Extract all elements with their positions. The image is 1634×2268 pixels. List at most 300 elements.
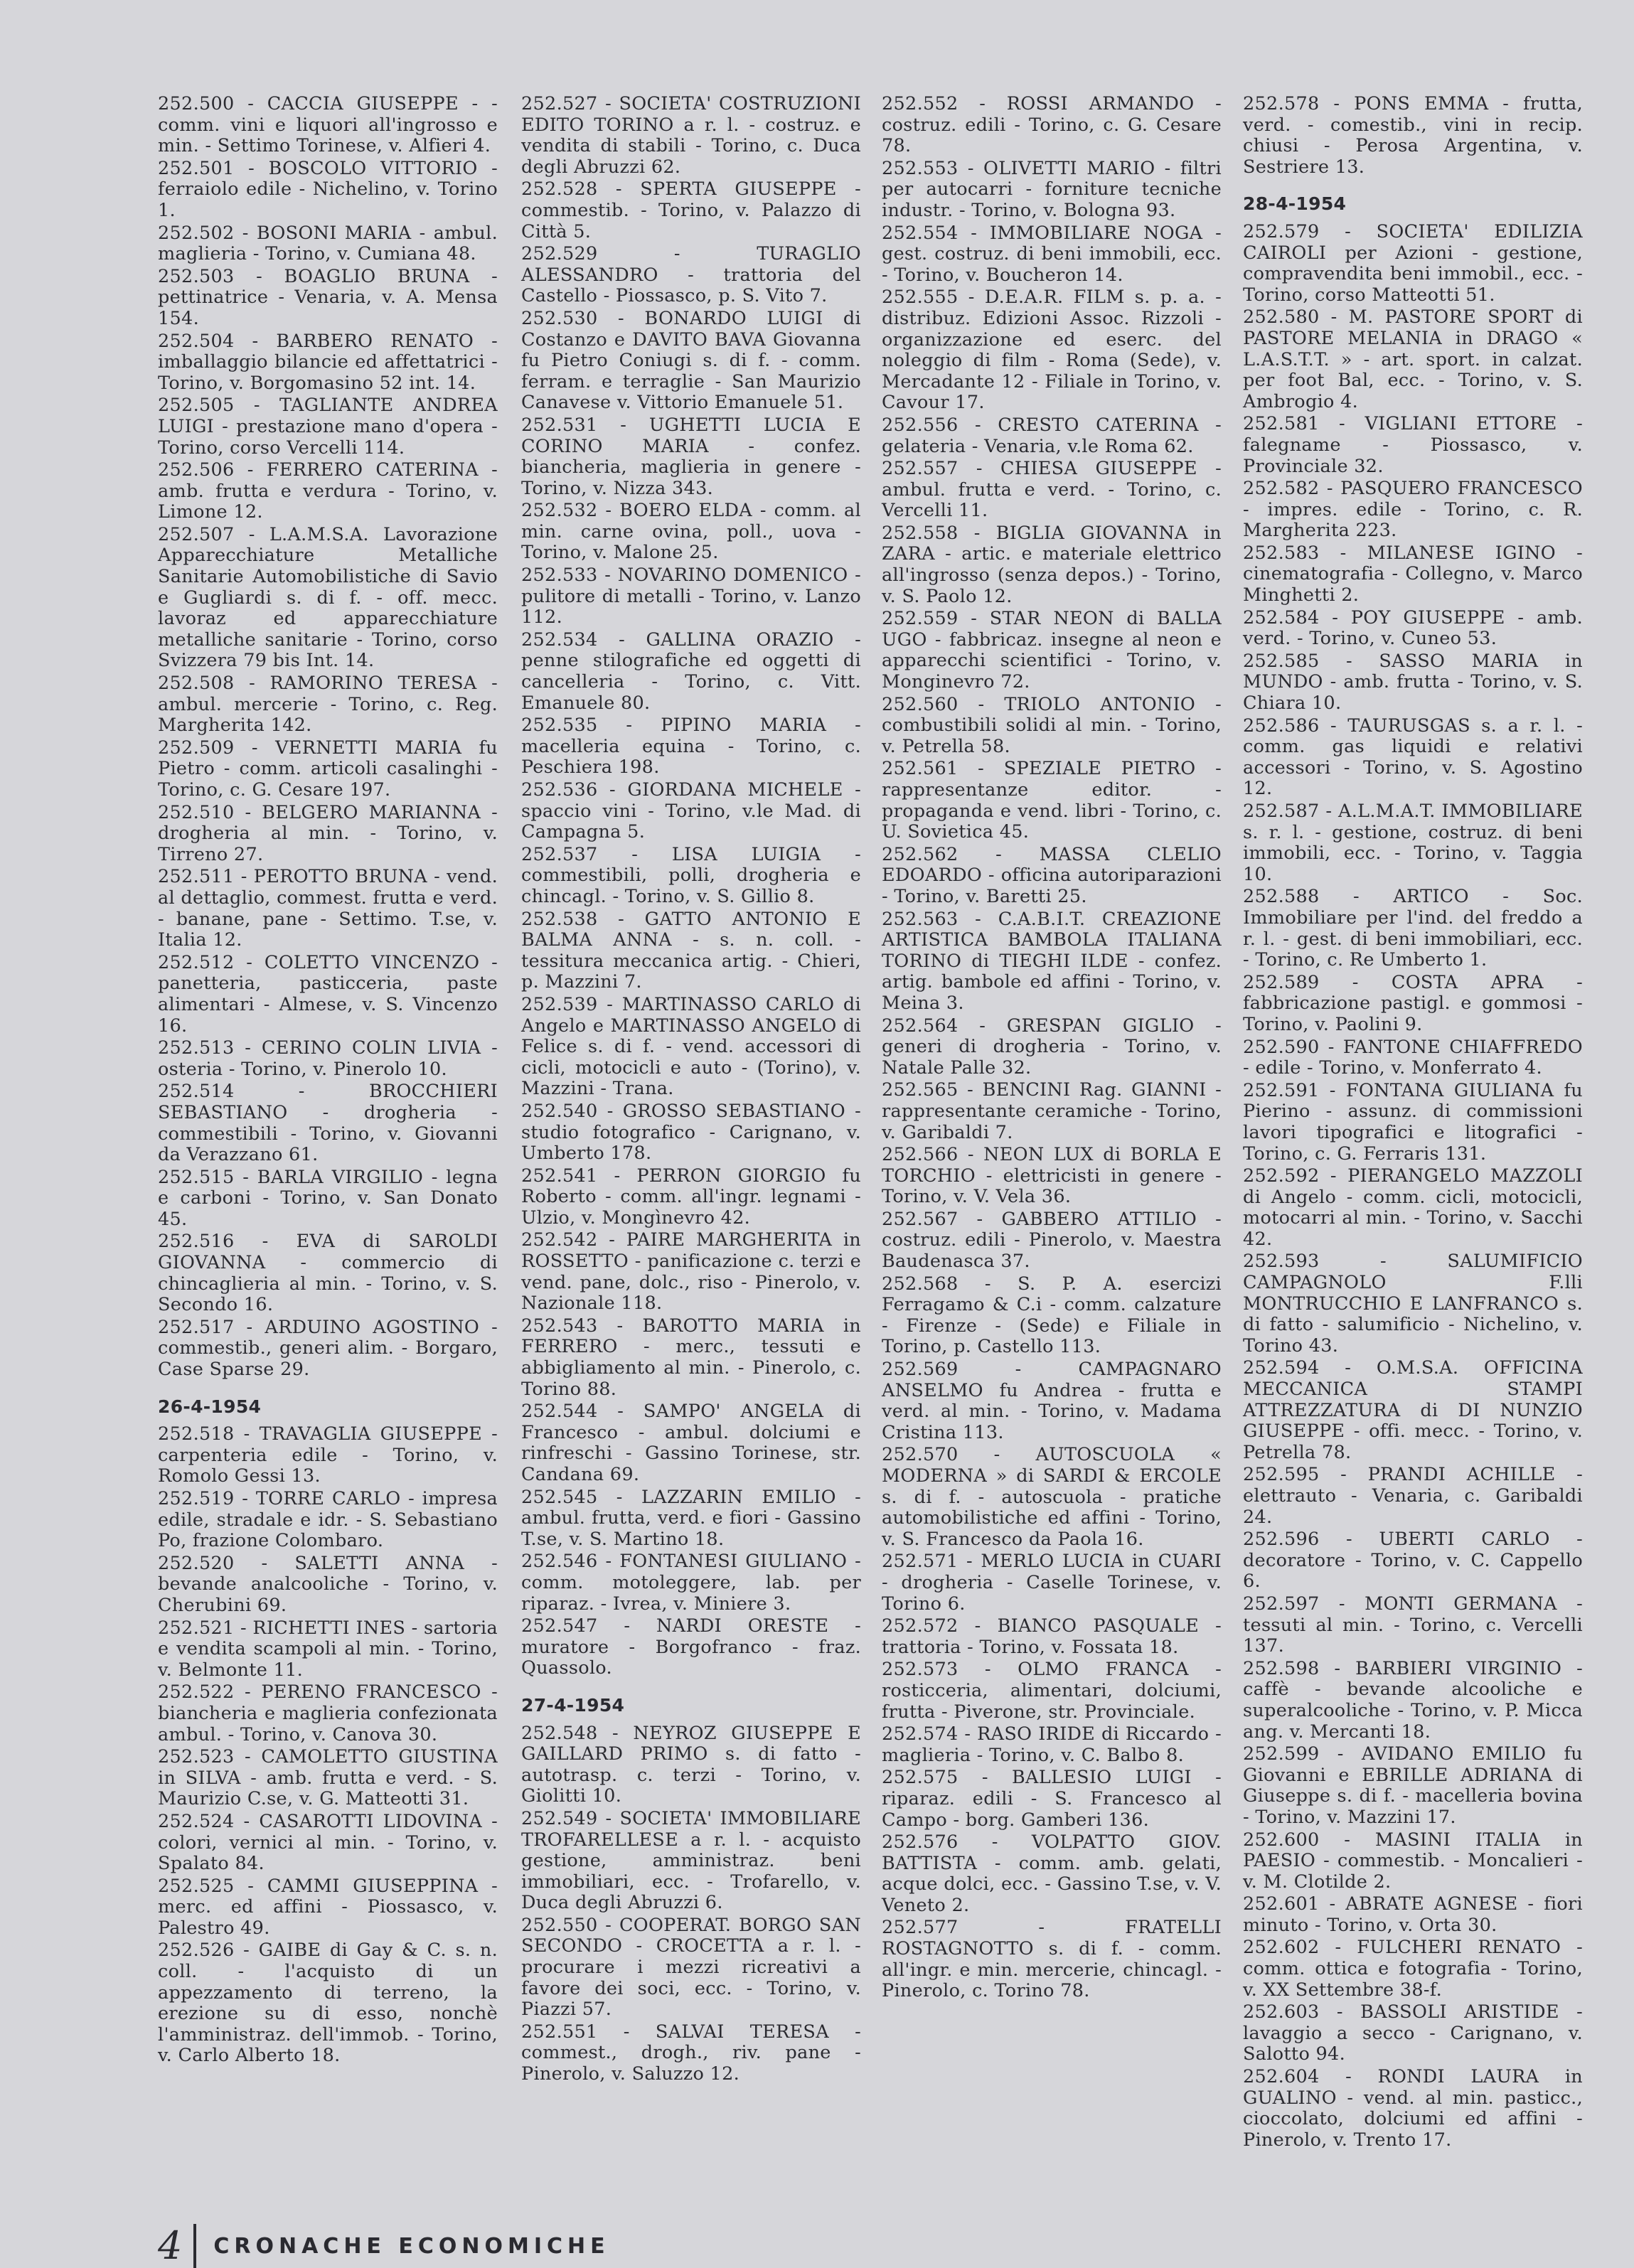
entry-text: - BENCINI Rag. GIANNI - rappresentante ceramiche - Torino, v. Garibaldi 7. (882, 1079, 1222, 1143)
register-entry (158, 267, 498, 330)
entry-text: - TAGLIANTE ANDREA LUIGI - prestazione mano d'opera - Torino, corso Vercelli 114. (158, 395, 498, 459)
entry-number: 252.518 (158, 1423, 235, 1445)
entry-number: 252.581 (1243, 413, 1320, 435)
entry-number: 252.569 (882, 1359, 958, 1381)
register-entry (521, 309, 861, 414)
entry-text: - MASINI ITALIA in PAESIO - commestib. - Moncalieri - v. M. Clotilde 2. (1243, 1829, 1584, 1893)
register-entry (882, 1274, 1222, 1358)
entry-number: 252.529 (521, 243, 598, 265)
register-entry (1243, 1037, 1583, 1079)
entry-number: 252.533 (521, 565, 598, 587)
entry-text: - PONS EMMA - frutta, verd. - comestib., vini in recip. chiusi - Perosa Argentina, v. Sestriere 13. (1243, 93, 1584, 178)
register-entry (1243, 1594, 1583, 1657)
entry-number: 252.583 (1243, 542, 1320, 564)
register-entry (882, 1359, 1222, 1443)
entry-text: - BOSCOLO VITTORIO - ferraiolo edile - Nichelino, v. Torino 1. (158, 157, 498, 221)
entry-number: 252.519 (158, 1488, 235, 1509)
entry-number: 252.594 (1243, 1357, 1320, 1379)
date-heading: 26-4-1954 (158, 1396, 262, 1417)
entry-text: - RASO IRIDE di Riccardo - maglieria - Torino, v. C. Balbo 8. (882, 1723, 1222, 1766)
entry-number: 252.603 (1243, 2001, 1320, 2023)
entry-number: 252.517 (158, 1316, 235, 1338)
register-entry (521, 630, 861, 714)
entry-number: 252.508 (158, 673, 235, 695)
register-entry (882, 845, 1222, 908)
entry-number: 252.523 (158, 1746, 235, 1768)
register-entry (882, 1917, 1222, 2001)
register-entry (521, 94, 861, 178)
entry-text: - OLMO FRANCA - rosticceria, alimentari, dolciumi, frutta - Piverone, str. Provinciale. (882, 1659, 1222, 1723)
entry-number: 252.597 (1243, 1593, 1320, 1615)
entry-number: 252.601 (1243, 1893, 1320, 1915)
entry-number: 252.554 (882, 222, 958, 244)
register-entry (882, 523, 1222, 607)
register-entry (158, 223, 498, 265)
entry-number: 252.543 (521, 1315, 598, 1337)
entry-number: 252.536 (521, 779, 598, 801)
entry-text: - L.A.M.S.A. Lavorazione Apparecchiature Metalliche Sanitarie Automobilistiche di Savio e Gugliardi s. di f. - off. mecc. lavoraz ed apparecchiature metalliche sanitarie - Torino, corso Svizzera 79 bis Int. 14. (158, 523, 498, 672)
register-entry (521, 1487, 861, 1551)
entry-text: - ARDUINO AGOSTINO - commestib., generi alim. - Borgaro, Case Sparse 29. (158, 1316, 498, 1381)
entry-text: - BROCCHIERI SEBASTIANO - drogheria - commestibili - Torino, v. Giovanni da Verazzano 61. (158, 1081, 498, 1166)
entry-number: 252.534 (521, 628, 598, 651)
entry-number: 252.562 (882, 843, 958, 865)
entry-text: - FRATELLI ROSTAGNOTTO s. di f. - comm. all'ingr. e min. mercerie, chincagl. - Pinerolo, c. Torino 78. (882, 1917, 1222, 2002)
entry-text: - BOSONI MARIA - ambul. maglieria - Torino, v. Cumiana 48. (158, 222, 498, 265)
register-entry (521, 715, 861, 779)
register-entry (158, 1618, 498, 1681)
entry-text: - TORRE CARLO - impresa edile, stradale e idr. - S. Sebastiano Po, frazione Colombaro. (158, 1488, 498, 1552)
register-entry (882, 459, 1222, 522)
register-entry (158, 953, 498, 1037)
entry-number: 252.574 (882, 1723, 958, 1745)
entry-text: - ROSSI ARMANDO - costruz. edili - Torino, c. G. Cesare 78. (882, 93, 1222, 157)
register-entry (1243, 414, 1583, 477)
entry-text: - PIERANGELO MAZZOLI di Angelo - comm. cicli, motocicli, motocarri al min. - Torino, v. Sacchi 42. (1243, 1165, 1583, 1250)
entry-number: 252.551 (521, 2021, 598, 2043)
register-entry (158, 867, 498, 951)
entry-number: 252.516 (158, 1231, 235, 1253)
register-entry (521, 1230, 861, 1314)
entry-text: - NEON LUX di BORLA E TORCHIO - elettricisti in genere - Torino, v. V. Vela 36. (882, 1144, 1222, 1208)
entry-number: 252.565 (882, 1079, 958, 1101)
entry-number: 252.527 (521, 93, 598, 114)
register-entry (158, 525, 498, 672)
entry-text: - PIPINO MARIA - macelleria equina - Torino, c. Peschiera 198. (521, 715, 861, 779)
register-entry (158, 803, 498, 866)
entry-number: 252.555 (882, 287, 958, 309)
register-entry (158, 1081, 498, 1165)
entry-number: 252.515 (158, 1166, 235, 1188)
entry-number: 252.585 (1243, 650, 1320, 672)
entry-text: - BIANCO PASQUALE - trattoria - Torino, v. Fossata 18. (882, 1615, 1222, 1658)
register-entry (882, 1551, 1222, 1615)
entry-text: - MILANESE IGINO - cinematografia - Collegno, v. Marco Minghetti 2. (1243, 542, 1583, 606)
entry-text: - GALLINA ORAZIO - penne stilografiche ed oggetti di cancelleria - Torino, c. Vitt. Emanuele 80. (521, 628, 862, 714)
register-entry (158, 1747, 498, 1810)
entry-text: - VERNETTI MARIA fu Pietro - comm. articoli casalinghi - Torino, c. G. Cesare 197. (158, 737, 498, 801)
entry-text: - PRANDI ACHILLE - elettrauto - Venaria, c. Garibaldi 24. (1243, 1464, 1583, 1528)
register-entry (882, 1659, 1222, 1723)
register-entry (882, 759, 1222, 843)
register-entry (882, 909, 1222, 1015)
entry-number: 252.559 (882, 608, 958, 630)
entry-text: - FERRERO CATERINA - amb. frutta e verdura - Torino, v. Limone 12. (158, 459, 498, 523)
register-entry (521, 780, 861, 843)
entry-text: - S. P. A. esercizi Ferragamo & C.i - comm. calzature - Firenze - (Sede) e Filiale in Torino, p. Castello 113. (882, 1273, 1222, 1358)
entry-number: 252.548 (521, 1722, 598, 1744)
entry-text: - SAMPO' ANGELA di Francesco - ambul. dolciumi e rinfreschi - Gassino Torinese, str. Candana 69. (521, 1401, 861, 1485)
register-entry (882, 1616, 1222, 1658)
register-entry (521, 501, 861, 564)
register-entry (1243, 1251, 1583, 1357)
entry-number: 252.592 (1243, 1165, 1320, 1187)
entry-text: - FULCHERI RENATO - comm. ottica e fotografia - Torino, v. XX Settembre 38-f. (1243, 1937, 1583, 2001)
register-entry (1243, 1659, 1583, 1743)
register-entry (158, 395, 498, 459)
register-entry (882, 1445, 1222, 1550)
entry-number: 252.506 (158, 459, 235, 481)
register-entry (882, 415, 1222, 457)
entry-number: 252.532 (521, 500, 598, 522)
entry-number: 252.511 (158, 866, 235, 888)
entry-text: - D.E.A.R. FILM s. p. a. - distribuz. Edizioni Assoc. Rizzoli - organizzazione ed eserc. del noleggio di film - Roma (Sede), v. Mercadante 12 - Filiale in Torino, v. Cavour 17. (882, 287, 1222, 414)
entry-number: 252.510 (158, 801, 235, 823)
entry-text: - RAMORINO TERESA - ambul. mercerie - Torino, c. Reg. Margherita 142. (158, 673, 498, 737)
entry-text: - BELGERO MARIANNA - drogheria al min. - Torino, v. Tirreno 27. (158, 801, 498, 865)
register-entry (521, 1316, 861, 1400)
register-entry (521, 244, 861, 307)
register-entry (521, 179, 861, 242)
entry-number: 252.541 (521, 1165, 598, 1187)
entry-text: - TAURUSGAS s. a r. l. - comm. gas liquidi e relativi accessori - Torino, v. S. Agostino 12. (1243, 715, 1583, 800)
entry-number: 252.531 (521, 414, 598, 436)
journal-title: CRONACHE ECONOMICHE (213, 2233, 610, 2259)
entry-text: - FONTANESI GIULIANO - comm. motoleggere, lab. per riparaz. - Ivrea, v. Miniere 3. (521, 1551, 862, 1615)
entry-number: 252.542 (521, 1229, 598, 1251)
entry-text: - EVA di SAROLDI GIOVANNA - commercio di chincaglieria al min. - Torino, v. S. Secondo 16. (158, 1231, 498, 1316)
entry-number: 252.537 (521, 843, 598, 865)
column-2 (521, 94, 861, 2087)
entry-text: - GABBERO ATTILIO - costruz. edili - Pinerolo, v. Maestra Baudenasca 37. (882, 1208, 1222, 1273)
entry-text: - OLIVETTI MARIO - filtri per autocarri - forniture tecniche industr. - Torino, v. Bologna 93. (882, 157, 1222, 221)
register-entry (1243, 651, 1583, 715)
entry-text: - NOVARINO DOMENICO - pulitore di metalli - Torino, v. Lanzo 112. (521, 565, 861, 628)
entry-text: - POY GIUSEPPE - amb. verd. - Torino, v. Cuneo 53. (1243, 606, 1583, 650)
entry-text: - STAR NEON di BALLA UGO - fabbricaz. insegne al neon e apparecchi scientifici - Torino, v. Monginevro 72. (882, 608, 1222, 693)
register-entry (521, 1166, 861, 1229)
entry-text: - CHIESA GIUSEPPE - ambul. frutta e verd. - Torino, c. Vercelli 11. (882, 458, 1222, 522)
entry-text: - SPEZIALE PIETRO - rappresentanze editor. - propaganda e vend. libri - Torino, c. U. Sovietica 45. (882, 758, 1222, 843)
entry-text: - TURAGLIO ALESSANDRO - trattoria del Castello - Piossasco, p. S. Vito 7. (521, 243, 861, 307)
register-entry (882, 287, 1222, 414)
register-entry (158, 94, 498, 157)
entry-number: 252.544 (521, 1401, 598, 1423)
entry-text: - SPERTA GIUSEPPE - commestib. - Torino, v. Palazzo di Città 5. (521, 178, 861, 242)
entry-number: 252.538 (521, 908, 598, 930)
register-entry (882, 94, 1222, 157)
entry-text: - IMMOBILIARE NOGA - gest. costruz. di beni immobili, ecc. - Torino, v. Boucheron 14. (882, 222, 1222, 286)
register-entry (1243, 1830, 1583, 1893)
entry-number: 252.556 (882, 414, 958, 436)
entry-number: 252.545 (521, 1486, 598, 1508)
entry-number: 252.513 (158, 1037, 235, 1059)
entry-text: - BOERO ELDA - comm. al min. carne ovina, poll., uova - Torino, v. Malone 25. (521, 500, 861, 564)
register-entry (521, 1551, 861, 1615)
entry-text: - PASQUERO FRANCESCO - impres. edile - Torino, c. R. Margherita 223. (1243, 478, 1584, 542)
entry-text: - CAMPAGNARO ANSELMO fu Andrea - frutta e verd. al min. - Torino, v. Madama Cristina 113. (882, 1359, 1222, 1443)
register-entry (521, 1101, 861, 1165)
entry-number: 252.553 (882, 157, 958, 179)
entry-text: - COSTA APRA - fabbricazione pastigl. e gommosi - Torino, v. Paolini 9. (1243, 971, 1583, 1035)
register-entry (1243, 1744, 1583, 1828)
entry-text: - SASSO MARIA in MUNDO - amb. frutta - Torino, v. S. Chiara 10. (1243, 650, 1583, 715)
entry-text: - BOAGLIO BRUNA - pettinatrice - Venaria, v. A. Mensa 154. (158, 265, 498, 329)
entry-number: 252.571 (882, 1551, 958, 1573)
entry-number: 252.550 (521, 1914, 598, 1936)
entry-text: - COOPERAT. BORGO SAN SECONDO - CROCETTA a r. l. - procurare i mezzi ricreativi a favore dei soci, ecc. - Torino, v. Piazzi 57. (521, 1914, 861, 2021)
entry-number: 252.530 (521, 307, 598, 329)
register-entry (882, 223, 1222, 287)
register-entry (882, 1016, 1222, 1079)
entry-text: - ABRATE AGNESE - fiori minuto - Torino, v. Orta 30. (1243, 1893, 1584, 1936)
register-entry (882, 159, 1222, 222)
entry-text: - BALLESIO LUIGI - riparaz. edili - S. Francesco al Campo - borg. Gamberi 136. (882, 1767, 1222, 1831)
column-1 (158, 94, 498, 2068)
entry-number: 252.560 (882, 693, 958, 715)
register-entry (521, 1401, 861, 1485)
entry-text: - VIGLIANI ETTORE - falegname - Piossasco, v. Provinciale 32. (1243, 413, 1583, 477)
register-entry (158, 1167, 498, 1231)
register-entry (1243, 222, 1583, 306)
entry-number: 252.567 (882, 1208, 958, 1230)
column-3 (882, 94, 1222, 2004)
entry-number: 252.579 (1243, 220, 1320, 242)
entry-text: - MERLO LUCIA in CUARI - drogheria - Caselle Torinese, v. Torino 6. (882, 1551, 1222, 1615)
entry-number: 252.593 (1243, 1251, 1320, 1273)
register-entry (1243, 887, 1583, 970)
entry-number: 252.547 (521, 1615, 598, 1637)
entry-text: - FANTONE CHIAFFREDO - edile - Torino, v. Monferrato 4. (1243, 1036, 1583, 1079)
page-number: 4 (158, 2223, 183, 2268)
entry-text: - LAZZARIN EMILIO - ambul. frutta, verd. e fiori - Gassino T.se, v. S. Martino 18. (521, 1486, 862, 1550)
entry-number: 252.540 (521, 1100, 598, 1122)
entry-text: - AUTOSCUOLA « MODERNA » di SARDI & ERCOLE s. di f. - autoscuola - pratiche automobilistiche ed affini - Torino, v. S. Francesco da Paola 16. (882, 1444, 1222, 1550)
entry-text: - SALETTI ANNA - bevande analcooliche - Torino, v. Cherubini 69. (158, 1552, 498, 1616)
entry-number: 252.502 (158, 222, 235, 244)
entry-number: 252.584 (1243, 606, 1320, 628)
entry-number: 252.558 (882, 522, 958, 544)
register-entry (158, 1038, 498, 1080)
register-entry (521, 415, 861, 499)
entry-text: - SOCIETA' EDILIZIA CAIROLI per Azioni - gestione, compravendita beni immobil., ecc. - Torino, corso Matteotti 51. (1243, 220, 1583, 306)
entry-number: 252.561 (882, 758, 958, 780)
entry-text: - LISA LUIGIA - commestibili, polli, drogheria e chincagl. - Torino, v. S. Gillio 8. (521, 843, 861, 907)
register-entry (1243, 543, 1583, 606)
entry-text: - UGHETTI LUCIA E CORINO MARIA - confez. biancheria, maglieria in genere - Torino, v. Nizza 343. (521, 414, 862, 499)
entry-number: 252.500 (158, 93, 235, 114)
entry-text: - SOCIETA' IMMOBILIARE TROFARELLESE a r. l. - acquisto gestione, amministraz. beni immobiliari, ecc. - Trofarello, v. Duca degli Abruzzi 6. (521, 1807, 861, 1914)
register-entry (158, 673, 498, 737)
entry-text: - TRIOLO ANTONIO - combustibili solidi al min. - Torino, v. Petrella 58. (882, 693, 1222, 757)
date-heading: 28-4-1954 (1243, 193, 1347, 215)
entry-number: 252.504 (158, 330, 235, 352)
entry-text: - NARDI ORESTE - muratore - Borgofranco - fraz. Quassolo. (521, 1615, 862, 1679)
entry-text: - RICHETTI INES - sartoria e vendita scampoli al min. - Torino, v. Belmonte 11. (158, 1617, 498, 1681)
register-entry (882, 1724, 1222, 1766)
entry-text: - PAIRE MARGHERITA in ROSSETTO - panificazione c. terzi e vend. pane, dolc., riso - Pinerolo, v. Nazionale 118. (521, 1229, 862, 1315)
entry-text: - BARBERO RENATO - imballaggio bilancie ed affettatrici - Torino, v. Borgomasino 52 int. 14. (158, 330, 498, 394)
register-entry (521, 2022, 861, 2085)
entry-number: 252.578 (1243, 93, 1320, 114)
register-entry (1243, 1166, 1583, 1250)
register-entry (158, 1682, 498, 1745)
entry-text: - CASAROTTI LIDOVINA - colori, vernici al min. - Torino, v. Spalato 84. (158, 1810, 498, 1875)
register-entry (158, 738, 498, 801)
column-4 (1243, 94, 1583, 2152)
entry-number: 252.563 (882, 908, 958, 930)
register-entry (521, 1809, 861, 1914)
entry-number: 252.577 (882, 1917, 958, 1939)
entry-text: - CAMOLETTO GIUSTINA in SILVA - amb. frutta e verd. - S. Maurizio C.se, v. G. Matteotti 31. (158, 1746, 498, 1810)
entry-number: 252.576 (882, 1831, 958, 1854)
entry-text: - FONTANA GIULIANA fu Pierino - assunz. di commissioni lavori tipografici e litografici - Torino, c. G. Ferraris 131. (1243, 1079, 1583, 1165)
entry-text: - RONDI LAURA in GUALINO - vend. al min. pasticc., cioccolato, dolciumi ed affini - Pinerolo, v. Trento 17. (1243, 2066, 1584, 2151)
register-entry (158, 1553, 498, 1617)
entry-text: - ARTICO - Soc. Immobiliare per l'ind. del freddo a r. l. - gest. di beni immobiliari, ecc. - Torino, c. Re Umberto 1. (1243, 886, 1583, 971)
entry-number: 252.507 (158, 523, 235, 545)
register-entry (158, 1940, 498, 2067)
register-entry (1243, 1358, 1583, 1463)
register-entry (158, 159, 498, 222)
register-entry (1243, 801, 1583, 885)
entry-text: - GRESPAN GIGLIO - generi di drogheria - Torino, v. Natale Palle 32. (882, 1015, 1222, 1079)
register-entry (882, 1145, 1222, 1208)
register-entry (158, 1231, 498, 1315)
register-entry (158, 1812, 498, 1875)
register-entry (521, 845, 861, 908)
entry-number: 252.598 (1243, 1657, 1320, 1679)
entry-number: 252.588 (1243, 886, 1320, 908)
entry-number: 252.586 (1243, 715, 1320, 737)
register-entry (1243, 1937, 1583, 2001)
entry-text: - MARTINASSO CARLO di Angelo e MARTINASSO ANGELO di Felice s. di f. - vend. accessori di cicli, motocicli e auto - (Torino), v. Mazzini - Trana. (521, 993, 861, 1100)
entry-text: - BONARDO LUIGI di Costanzo e DAVITO BAVA Giovanna fu Pietro Coniugi s. di f. - comm. ferram. e terraglie - San Maurizio Canavese v. Vittorio Emanuele 51. (521, 307, 861, 414)
entry-number: 252.600 (1243, 1829, 1320, 1851)
entry-text: - TRAVAGLIA GIUSEPPE - carpenteria edile - Torino, v. Romolo Gessi 13. (158, 1423, 498, 1487)
entry-number: 252.505 (158, 395, 235, 417)
date-heading: 27-4-1954 (521, 1694, 625, 1716)
entry-text: - SALUMIFICIO CAMPAGNOLO F.lli MONTRUCCHIO E LANFRANCO s. di fatto - salumificio - Nichelino, v. Torino 43. (1243, 1251, 1583, 1357)
entry-number: 252.580 (1243, 306, 1320, 328)
entry-number: 252.595 (1243, 1464, 1320, 1486)
entry-text: - SOCIETA' COSTRUZIONI EDITO TORINO a r. l. - costruz. e vendita di stabili - Torino, c. Duca degli Abruzzi 62. (521, 93, 861, 178)
entry-text: - UBERTI CARLO - decoratore - Torino, v. C. Cappello 6. (1243, 1529, 1583, 1593)
register-entry (158, 331, 498, 395)
entry-text: - CACCIA GIUSEPPE - - comm. vini e liquori all'ingrosso e min. - Settimo Torinese, v. Alfieri 4. (158, 93, 498, 157)
register-entry (158, 1876, 498, 1940)
entry-text: - GIORDANA MICHELE - spaccio vini - Torino, v.le Mad. di Campagna 5. (521, 779, 861, 843)
entry-number: 252.591 (1243, 1079, 1320, 1101)
register-entry (521, 909, 861, 993)
entry-text: - M. PASTORE SPORT di PASTORE MELANIA in DRAGO « L.A.S.T.T. » - art. sport. in calzat. per foot Bal, ecc. - Torino, v. S. Ambrogio 4. (1243, 306, 1583, 412)
entry-number: 252.602 (1243, 1937, 1320, 1959)
register-entry (882, 1832, 1222, 1916)
entry-number: 252.528 (521, 178, 598, 200)
register-entry (521, 995, 861, 1100)
entry-number: 252.573 (882, 1659, 958, 1681)
register-entry (882, 1080, 1222, 1143)
register-entry (1243, 2067, 1583, 2151)
entry-number: 252.552 (882, 93, 958, 114)
entry-number: 252.599 (1243, 1743, 1320, 1765)
entry-number: 252.570 (882, 1444, 958, 1466)
entry-text: - GROSSO SEBASTIANO - studio fotografico - Carignano, v. Umberto 178. (521, 1100, 861, 1165)
register-entry (1243, 2002, 1583, 2065)
entry-number: 252.549 (521, 1807, 598, 1829)
entry-number: 252.572 (882, 1615, 958, 1637)
entry-number: 252.501 (158, 157, 235, 179)
entry-text: - PEROTTO BRUNA - vend. al dettaglio, commest. frutta e verd. - banane, pane - Settimo. T.se, v. Italia 12. (158, 866, 498, 951)
register-entry (1243, 1529, 1583, 1593)
entry-number: 252.520 (158, 1552, 235, 1574)
register-entry (1243, 1081, 1583, 1165)
entry-number: 252.596 (1243, 1529, 1320, 1551)
entry-text: - PERRON GIORGIO fu Roberto - comm. all'ingr. legnami - Ulzio, v. Mongìnevro 42. (521, 1165, 861, 1229)
register-entry (882, 1209, 1222, 1273)
register-entry (1243, 1894, 1583, 1936)
entry-text: - C.A.B.I.T. CREAZIONE ARTISTICA BAMBOLA ITALIANA TORINO di TIEGHI ILDE - confez. artig. bambole ed affini - Torino, v. Meina 3. (882, 908, 1222, 1014)
register-entry (521, 565, 861, 628)
entry-number: 252.535 (521, 715, 598, 737)
entry-number: 252.522 (158, 1681, 235, 1703)
entry-number: 252.503 (158, 265, 235, 287)
register-entry (158, 1424, 498, 1487)
entry-text: - BIGLIA GIOVANNA in ZARA - artic. e materiale elettrico all'ingrosso (senza depos.) - Torino, v. S. Paolo 12. (882, 522, 1222, 607)
register-entry (1243, 1465, 1583, 1528)
entry-text: - BARBIERI VIRGINIO - caffè - bevande alcooliche e superalcooliche - Torino, v. P. Micca ang. v. Mercanti 18. (1243, 1657, 1584, 1743)
entry-number: 252.575 (882, 1767, 958, 1789)
entry-number: 252.590 (1243, 1036, 1320, 1058)
register-entry (1243, 973, 1583, 1036)
entry-text: - CRESTO CATERINA - gelateria - Venaria, v.le Roma 62. (882, 414, 1222, 457)
entry-number: 252.521 (158, 1617, 235, 1639)
register-entry (1243, 478, 1583, 542)
entry-number: 252.546 (521, 1551, 598, 1573)
entry-text: - AVIDANO EMILIO fu Giovanni e EBRILLE ADRIANA di Giuseppe s. di f. - macelleria bovina - Torino, v. Mazzini 17. (1243, 1743, 1583, 1828)
register-entry (521, 1616, 861, 1679)
entry-text: - A.L.M.A.T. IMMOBILIARE s. r. l. - gestione, costruz. di beni immobili, ecc. - Torino, v. Taggia 10. (1243, 801, 1584, 885)
entry-number: 252.568 (882, 1273, 958, 1295)
register-entry (521, 1723, 861, 1807)
register-entry (882, 1767, 1222, 1831)
entry-text: - NEYROZ GIUSEPPE E GAILLARD PRIMO s. di fatto - autotrasp. c. terzi - Torino, v. Giolitti 10. (521, 1722, 861, 1807)
entry-number: 252.566 (882, 1144, 958, 1166)
register-entry (158, 460, 498, 523)
entry-text: - CERINO COLIN LIVIA - osteria - Torino, v. Pinerolo 10. (158, 1037, 498, 1080)
register-entry (158, 1489, 498, 1552)
register-entry (1243, 307, 1583, 412)
entry-number: 252.509 (158, 737, 235, 759)
register-entry (1243, 94, 1583, 178)
entry-text: - GAIBE di Gay & C. s. n. coll. - l'acquisto di un appezzamento di terreno, la erezione su di esso, nonchè l'amministraz. dell'immob. - Torino, v. Carlo Alberto 18. (158, 1940, 498, 2067)
entry-text: - MASSA CLELIO EDOARDO - officina autoriparazioni - Torino, v. Baretti 25. (882, 843, 1222, 907)
entry-text: - SALVAI TERESA - commest., drogh., riv. pane - Pinerolo, v. Saluzzo 12. (521, 2021, 862, 2085)
entry-number: 252.525 (158, 1875, 235, 1897)
register-entry (521, 1915, 861, 2021)
entry-text: - O.M.S.A. OFFICINA MECCANICA STAMPI ATTREZZATURA di DI NUNZIO GIUSEPPE - offi. mecc. - Torino, v. Petrella 78. (1243, 1357, 1584, 1463)
entry-text: - BARLA VIRGILIO - legna e carboni - Torino, v. San Donato 45. (158, 1166, 498, 1230)
